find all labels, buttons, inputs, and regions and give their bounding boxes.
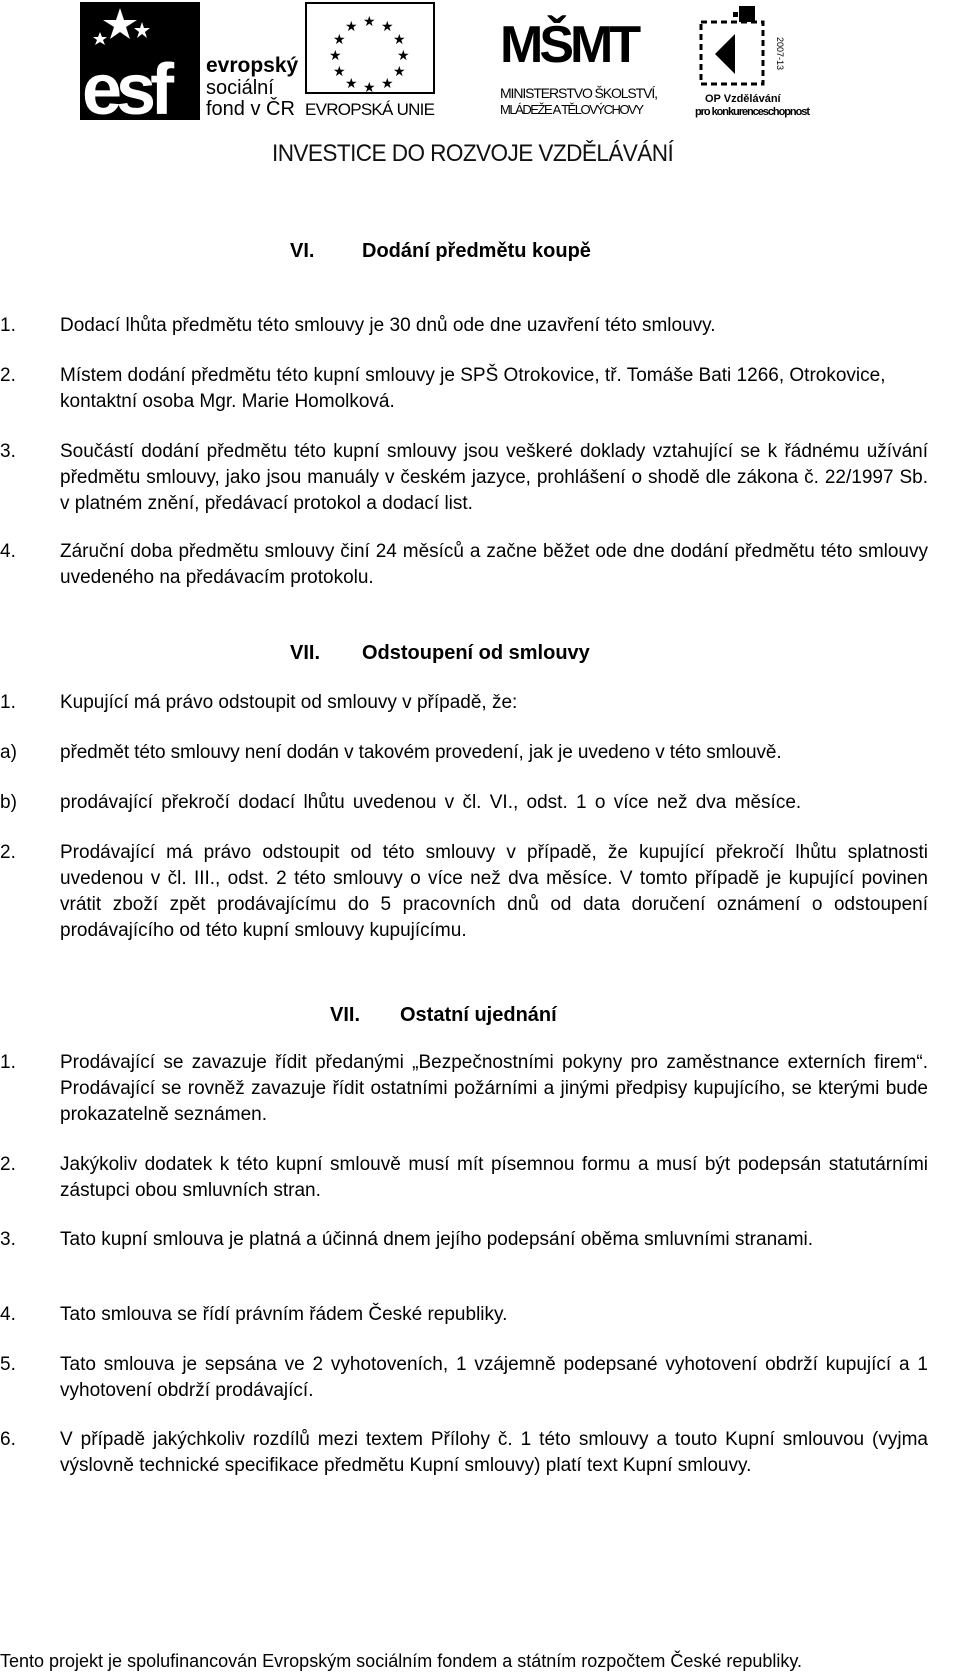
section-7-title: Odstoupení od smlouvy — [362, 642, 590, 664]
header-subtitle: INVESTICE DO ROZVOJE VZDĚLÁVÁNÍ — [272, 140, 674, 167]
item-number: 2. — [0, 365, 16, 386]
item-number: 2. — [0, 1154, 16, 1175]
op-line1: OP Vzdělávání — [705, 93, 781, 105]
svg-text:★: ★ — [381, 19, 394, 35]
svg-text:★: ★ — [329, 48, 342, 64]
svg-text:★: ★ — [333, 32, 346, 48]
op-logo — [695, 2, 815, 120]
logo-bar — [0, 0, 960, 175]
esf-line3: fond v ČR — [206, 98, 295, 120]
svg-text:★: ★ — [393, 64, 406, 80]
item-number: 3. — [0, 1229, 16, 1250]
item-letter: a) — [0, 742, 17, 763]
svg-text:★: ★ — [345, 19, 358, 35]
op-line2: pro konkurenceschopnost — [695, 106, 810, 118]
item-text: Místem dodání předmětu této kupní smlouvy je SPŠ Otrokovice, tř. Tomáše Bati 1266, Otrokovice, kontaktní osoba Mgr. Marie Homolková. — [60, 365, 886, 412]
item-text: Tato kupní smlouva je platná a účinná dnem jejího podepsání oběma smluvními stranami. — [60, 1229, 814, 1250]
op-year: 2007-13 — [775, 37, 785, 71]
eu-label: EVROPSKÁ UNIE — [305, 100, 435, 119]
item-text: Dodací lhůta předmětu této smlouvy je 30 dnů ode dne uzavření této smlouvy. — [60, 315, 716, 336]
item-number: 4. — [0, 541, 16, 562]
msmt-letters: MŠMT — [500, 16, 638, 74]
item-text: Kupující má právo odstoupit od smlouvy v případě, že: — [60, 692, 518, 713]
item-letter: b) — [0, 792, 17, 813]
svg-text:★: ★ — [363, 80, 376, 96]
item-text: Tato smlouva je sepsána ve 2 vyhotoveních, 1 vzájemně podepsané vyhotovení obdrží kupující a 1 vyhotovení obdrží prodávající. — [60, 1354, 928, 1401]
svg-text:★: ★ — [397, 48, 410, 64]
msmt-logo — [500, 2, 665, 120]
section-6-number: VI. — [290, 240, 315, 262]
svg-text:esf: esf — [82, 50, 169, 120]
item-text: Prodávající se zavazuje řídit předanými „Bezpečnostními pokyny pro zaměstnance externích firem“. Prodávající se rovněž zavazuje řídit ostatními požárními a jinými předpisy kupujícího, se kterými bude prokazatelně seznámen. — [60, 1052, 928, 1125]
svg-text:★: ★ — [333, 64, 346, 80]
esf-logo — [80, 2, 300, 120]
section-7-heading — [290, 640, 590, 666]
svg-text:★: ★ — [393, 32, 406, 48]
item-text: Součástí dodání předmětu této kupní smlouvy jsou veškeré doklady vztahující se k řádnému užívání předmětu smlouvy, jako jsou manuály v českém jazyce, prohlášení o shodě dle zákona č. 22/1997 Sb. v platném znění, předávací protokol a dodací list. — [60, 441, 928, 514]
item-text: V případě jakýchkoliv rozdílů mezi textem Přílohy č. 1 této smlouvy a touto Kupní smlouvou (vyjma výslovně technické specifikace předmětu Kupní smlouvy) platí text Kupní smlouvy. — [60, 1429, 928, 1476]
section-8-title: Ostatní ujednání — [400, 1004, 557, 1026]
svg-text:★: ★ — [363, 14, 376, 30]
item-number: 5. — [0, 1354, 16, 1375]
item-number: 1. — [0, 315, 16, 336]
item-number: 2. — [0, 842, 16, 863]
svg-text:★: ★ — [345, 76, 358, 92]
footer-note: Tento projekt je spolufinancován Evropským sociálním fondem a státním rozpočtem České republiky. — [0, 1651, 803, 1671]
section-6-title: Dodání předmětu koupě — [362, 240, 591, 262]
msmt-line1: MINISTERSTVO ŠKOLSTVÍ, — [500, 85, 658, 101]
section-6-heading — [290, 238, 591, 264]
eu-logo — [305, 2, 437, 120]
esf-line1: evropský — [206, 54, 299, 77]
esf-line2: sociální — [206, 77, 274, 99]
section-7-number: VII. — [290, 642, 321, 664]
item-number: 6. — [0, 1429, 16, 1450]
item-number: 4. — [0, 1304, 16, 1325]
msmt-line2: MLÁDEŽE A TĚLOVÝCHOVY — [500, 102, 644, 117]
item-text: Záruční doba předmětu smlouvy činí 24 měsíců a začne běžet ode dne dodání předmětu této smlouvy uvedeného na předávacím protokolu. — [60, 541, 928, 588]
item-text: předmět této smlouvy není dodán v takovém provedení, jak je uvedeno v této smlouvě. — [60, 742, 782, 763]
item-text: Tato smlouva se řídí právním řádem České republiky. — [60, 1304, 508, 1325]
section-8-number: VII. — [330, 1004, 361, 1026]
section-8-heading — [330, 1002, 557, 1028]
item-text: Prodávající má právo odstoupit od této smlouvy v případě, že kupující překročí lhůtu splatnosti uvedenou v čl. III., odst. 2 této smlouvy o více než dva měsíce. V tomto případě je kupující povinen vrátit zboží zpět prodávajícímu do 5 pracovních dnů od data doručení oznámení o odstoupení prodávajícího od této kupní smlouvy kupujícímu. — [60, 842, 928, 941]
svg-text:★: ★ — [381, 76, 394, 92]
item-text: prodávající překročí dodací lhůtu uvedenou v čl. VI., odst. 1 o více než dva měsíce. — [60, 792, 802, 813]
item-number: 1. — [0, 1052, 16, 1073]
item-number: 3. — [0, 441, 16, 462]
item-text: Jakýkoliv dodatek k této kupní smlouvě musí mít písemnou formu a musí být podepsán statutárními zástupci obou smluvních stran. — [60, 1154, 928, 1201]
item-number: 1. — [0, 692, 16, 713]
